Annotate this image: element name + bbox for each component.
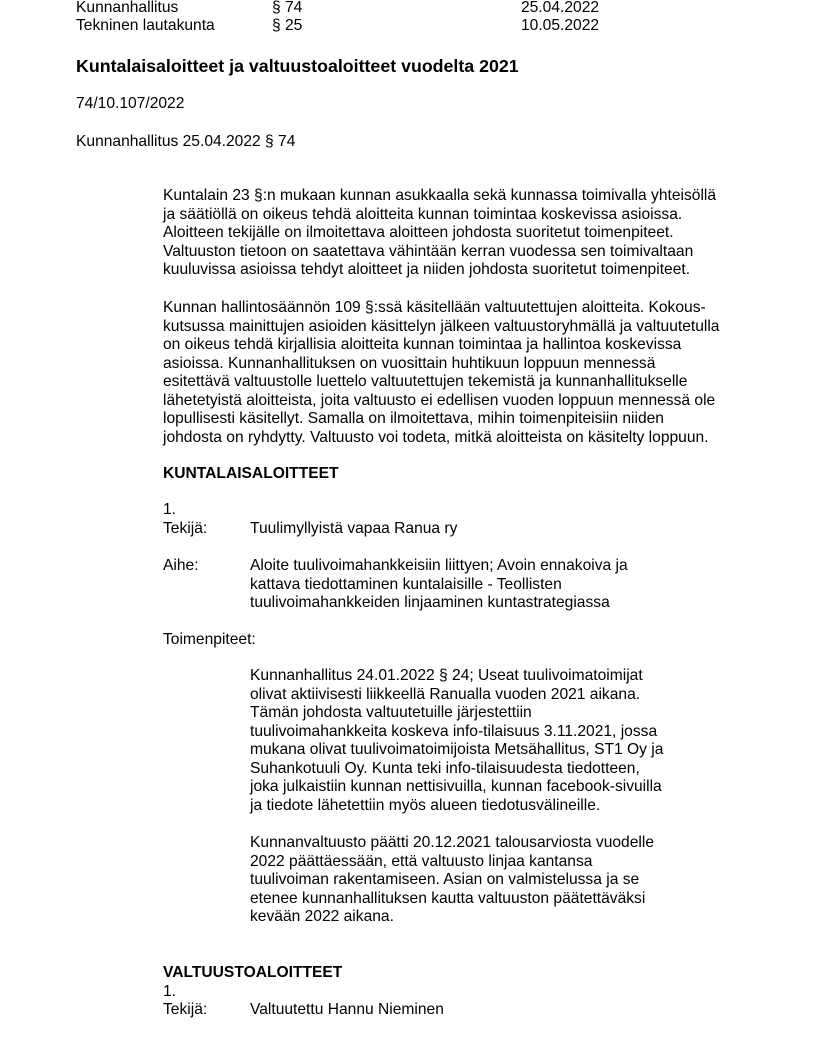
header-section-2: § 25	[272, 17, 303, 34]
council-initiative-number: 1.	[163, 983, 177, 1000]
actions-line: Tämän johdosta valtuutetuille järjestettiin	[250, 704, 532, 721]
council-author-label: Tekijä:	[163, 1001, 208, 1018]
citizen-subject-label: Aihe:	[163, 557, 199, 574]
actions-line: etenee kunnanhallituksen kautta valtuuston päätettäväksi	[250, 889, 646, 907]
intro-paragraph-1	[163, 187, 716, 280]
document-title: Kuntalaisaloitteet ja valtuustoaloitteet vuodelta 2021	[76, 56, 519, 76]
actions-line: tuulivoimahankkeita koskeva info-tilaisuus 3.11.2021, jossa	[250, 722, 658, 740]
citizen-author-value: Tuulimyllyistä vapaa Ranua ry	[250, 520, 458, 537]
paragraph-line: Valtuuston tietoon on saatettava vähintään kerran vuodessa sen toimivaltaan	[163, 242, 694, 260]
paragraph-line: kutsussa mainittujen asioiden käsittelyn jälkeen valtuustoryhmällä ja valtuutetulla	[163, 317, 720, 335]
paragraph-line: on oikeus tehdä kirjallisia aloitteita kunnan toimintaa ja hallintoa koskevissa	[163, 336, 682, 353]
header-date-1: 25.04.2022	[521, 0, 600, 16]
actions-line: tuulivoiman rakentamiseen. Asian on valmistelussa ja se	[250, 871, 640, 888]
header-date-2: 10.05.2022	[521, 17, 600, 34]
paragraph-line: lähetetyistä aloitteista, joita valtuusto ei edellisen vuoden loppuun mennessä ole	[163, 391, 716, 409]
paragraph-line: esitettävä valtuustolle luettelo valtuutettujen tekemistä ja kunnanhallitukselle	[163, 373, 688, 390]
subject-line: kattava tiedottaminen kuntalaisille - Teollisten	[250, 575, 562, 593]
paragraph-line: Aloitteen tekijälle on ilmoitettava aloitteen johdosta suoritetut toimenpiteet.	[163, 224, 674, 241]
actions-line: joka julkaistiin kunnan nettisivuilla, kunnan facebook-sivuilla	[250, 778, 662, 795]
paragraph-line: asioissa. Kunnanhallituksen on vuosittain huhtikuun loppuun mennessä	[163, 354, 656, 372]
header-section-1: § 74	[272, 0, 303, 16]
actions-line: mukana olivat tuulivoimatoimijoista Metsähallitus, ST1 Oy ja	[250, 741, 664, 758]
citizen-author-label: Tekijä:	[163, 520, 208, 537]
citizen-actions-paragraph-2	[250, 834, 654, 927]
citizen-initiative-number: 1.	[163, 501, 177, 518]
paragraph-line: johdosta on ryhdytty. Valtuusto voi todeta, mitkä aloitteista on käsitelty loppuun.	[163, 428, 709, 446]
citizen-initiatives-heading: KUNTALAISALOITTEET	[163, 465, 339, 482]
paragraph-line: Kuntalain 23 §:n mukaan kunnan asukkaalla sekä kunnassa toimivalla yhteisöllä	[163, 187, 717, 204]
actions-line: Kunnanhallitus 24.01.2022 § 24; Useat tuulivoimatoimijat	[250, 667, 643, 684]
actions-line: Kunnanvaltuusto päätti 20.12.2021 talousarviosta vuodelle	[250, 834, 654, 851]
council-author-value: Valtuutettu Hannu Nieminen	[250, 1001, 444, 1018]
meeting-reference: Kunnanhallitus 25.04.2022 § 74	[76, 133, 296, 150]
paragraph-line: Kunnan hallintosäännön 109 §:ssä käsitellään valtuutettujen aloitteita. Kokous-	[163, 299, 706, 316]
header-body-2: Tekninen lautakunta	[76, 17, 215, 34]
citizen-actions-label: Toimenpiteet:	[163, 631, 256, 648]
intro-paragraph-2	[163, 299, 719, 447]
subject-line: Aloite tuulivoimahankkeisiin liittyen; Avoin ennakoiva ja	[250, 557, 628, 574]
citizen-actions-paragraph-1	[250, 667, 663, 815]
actions-line: Suhankotuuli Oy. Kunta teki info-tilaisuudesta tiedotteen,	[250, 759, 640, 777]
actions-line: 2022 päättäessään, että valtuusto linjaa kantansa	[250, 852, 593, 870]
paragraph-line: lopullisesti käsitellyt. Samalla on ilmoitettava, mihin toimenpiteisiin niiden	[163, 410, 664, 427]
header-body-1: Kunnanhallitus	[76, 0, 179, 16]
actions-line: ja tiedote lähetettiin myös alueen tiedotusvälineille.	[250, 796, 601, 814]
actions-line: kevään 2022 aikana.	[250, 908, 394, 925]
citizen-subject-value	[250, 557, 628, 613]
paragraph-line: ja säätiöllä on oikeus tehdä aloitteita kunnan toimintaa koskevissa asioissa.	[163, 205, 683, 223]
actions-line: olivat aktiivisesti liikkeellä Ranualla vuoden 2021 aikana.	[250, 685, 641, 703]
subject-line: tuulivoimahankkeiden linjaaminen kuntastrategiassa	[250, 594, 610, 611]
paragraph-line: kuuluvissa asioissa tehdyt aloitteet ja niiden johdosta suoritetut toimenpiteet.	[163, 261, 691, 278]
diary-number: 74/10.107/2022	[76, 95, 185, 112]
council-initiatives-heading: VALTUUSTOALOITTEET	[163, 964, 343, 981]
